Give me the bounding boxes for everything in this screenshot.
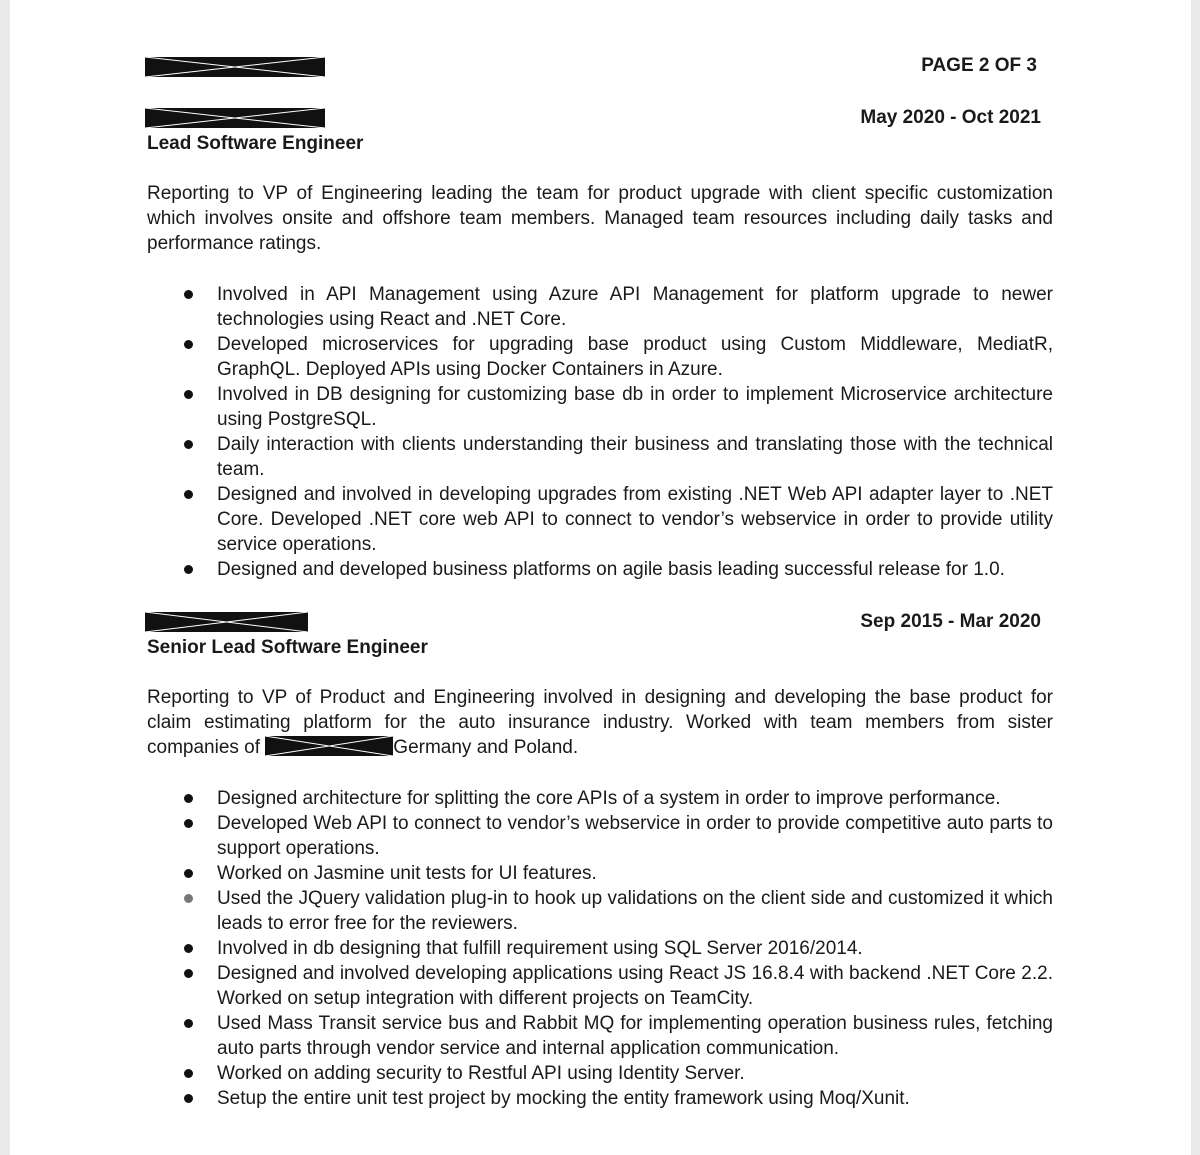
bullet-icon: [184, 1019, 193, 1028]
list-item: Used Mass Transit service bus and Rabbit MQ for implementing operation business rules, fetching auto parts through vendor service and internal application communication.: [217, 1011, 1053, 1061]
bullet-icon: [184, 1094, 193, 1103]
list-item: Used the JQuery validation plug-in to hook up validations on the client side and customized it which leads to error free for the reviewers.: [217, 886, 1053, 936]
list-item: Daily interaction with clients understanding their business and translating those with the technical team.: [217, 432, 1053, 482]
list-item: Designed and involved in developing upgrades from existing .NET Web API adapter layer to .NET Core. Developed .NET core web API to connect to vendor’s webservice in order to provide utility service operations.: [217, 482, 1053, 557]
page-number: PAGE 2 OF 3: [921, 55, 1037, 76]
list-item: Designed and developed business platforms on agile basis leading successful release for 1.0.: [217, 557, 1053, 582]
bullet-icon: [184, 390, 193, 399]
redacted-company-2: [145, 612, 308, 632]
redacted-name: [145, 57, 325, 77]
list-item: Worked on adding security to Restful API using Identity Server.: [217, 1061, 1053, 1086]
list-item: Designed and involved developing applications using React JS 16.8.4 with backend .NET Core 2.2. Worked on setup integration with different projects on TeamCity.: [217, 961, 1053, 1011]
bullet-icon: [184, 869, 193, 878]
job-1-bullets: [217, 282, 1053, 582]
list-item: Developed Web API to connect to vendor’s webservice in order to provide competitive auto parts to support operations.: [217, 811, 1053, 861]
resume-page: [10, 0, 1191, 1155]
list-item: Worked on Jasmine unit tests for UI features.: [217, 861, 1053, 886]
bullet-icon: [184, 565, 193, 574]
list-item: Involved in DB designing for customizing base db in order to implement Microservice architecture using PostgreSQL.: [217, 382, 1053, 432]
job-2-dates: Sep 2015 - Mar 2020: [860, 611, 1041, 632]
bullet-icon: [184, 969, 193, 978]
bullet-icon: [184, 894, 193, 903]
redacted-company-1: [145, 108, 325, 128]
list-item: Involved in db designing that fulfill requirement using SQL Server 2016/2014.: [217, 936, 1053, 961]
bullet-icon: [184, 794, 193, 803]
job-2-title: Senior Lead Software Engineer: [147, 637, 428, 658]
job-1-title: Lead Software Engineer: [147, 133, 364, 154]
redacted-company-name: [265, 736, 393, 756]
bullet-icon: [184, 340, 193, 349]
job-2-bullets: [217, 786, 1053, 1111]
bullet-icon: [184, 440, 193, 449]
list-item: Designed architecture for splitting the core APIs of a system in order to improve performance.: [217, 786, 1053, 811]
job-2-summary: Reporting to VP of Product and Engineering involved in designing and developing the base product for claim estimating platform for the auto insurance industry. Worked with team members from sister companies of Germany and Poland.: [147, 687, 1053, 758]
list-item: Setup the entire unit test project by mocking the entity framework using Moq/Xunit.: [217, 1086, 1053, 1111]
job-1-dates: May 2020 - Oct 2021: [860, 107, 1041, 128]
bullet-icon: [184, 819, 193, 828]
bullet-icon: [184, 1069, 193, 1078]
list-item: Developed microservices for upgrading base product using Custom Middleware, MediatR, GraphQL. Deployed APIs using Docker Containers in Azure.: [217, 332, 1053, 382]
bullet-icon: [184, 490, 193, 499]
bullet-icon: [184, 290, 193, 299]
bullet-icon: [184, 944, 193, 953]
list-item: Involved in API Management using Azure API Management for platform upgrade to newer technologies using React and .NET Core.: [217, 282, 1053, 332]
job-1-summary: Reporting to VP of Engineering leading the team for product upgrade with client specific customization which involves onsite and offshore team members. Managed team resources including daily tasks and performance ratings.: [147, 183, 1053, 254]
